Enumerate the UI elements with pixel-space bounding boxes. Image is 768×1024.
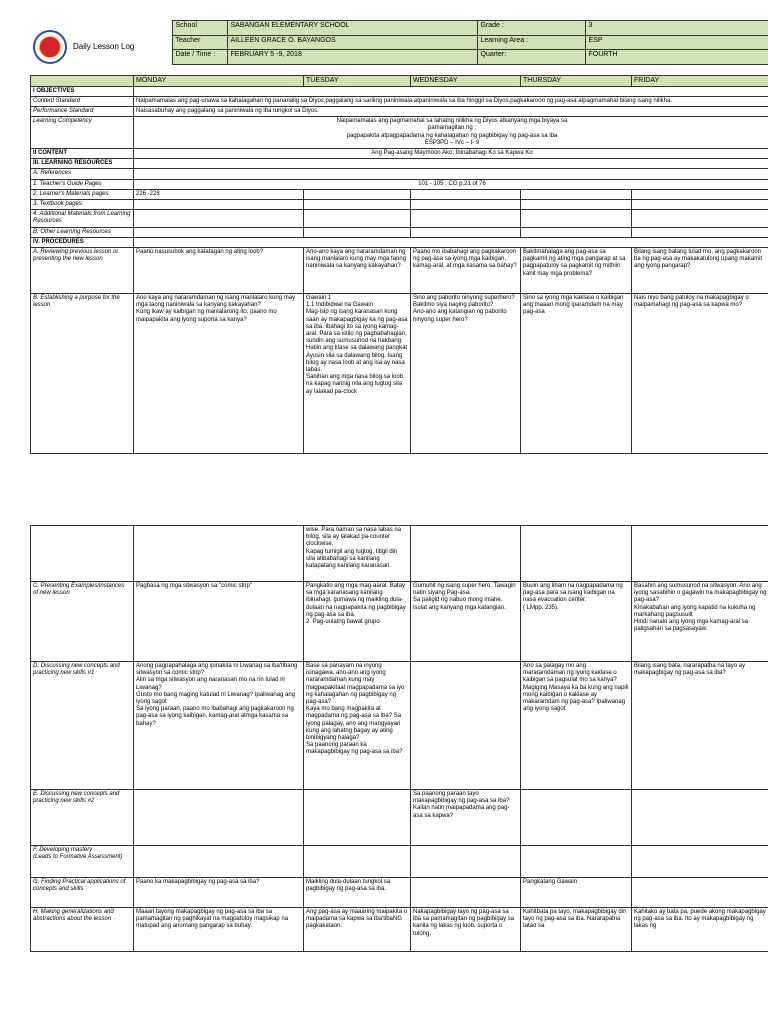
- cell-b-friday: Nais niyo bang patuloy na makapagbigay o maipamahagi ng pag-asa sa kapwa mo?: [632, 293, 768, 453]
- page-title: Daily Lesson Log: [70, 21, 172, 73]
- school-label: School: [172, 21, 227, 36]
- table-row: [31, 169, 768, 179]
- table-row: [31, 148, 768, 158]
- learning-competency: Naipamamalas ang pagmamahal sa lahatng nilikha ng Diyos atkanyang mga biyaya sa pamamagitan ng : pagpapakita atpagpapadama ng kahalagahan ng pagbibigay ng pag-asa sa iba ESP3PD – IVc – I- 9: [134, 117, 768, 149]
- section-objectives: I OBJECTIVES: [31, 86, 134, 96]
- table-row: [31, 106, 768, 116]
- cell-b-thursday: Sino sa iyong mga kaklase o kaibigan ang maaari mong iparamdam na may pag-asa: [521, 293, 632, 453]
- table-row: [31, 227, 768, 237]
- row-label: 4. Additional Materials from Learning Resources: [31, 210, 134, 227]
- table-row: [31, 878, 768, 908]
- lesson-log-header-table: [30, 20, 768, 73]
- row-label: Learning Competency: [31, 117, 134, 149]
- table-row: [31, 117, 768, 149]
- row-label: E. Discussing new concepts and practicing new skills #2: [31, 790, 134, 846]
- cell-c-monday: Pagbasa ng mga sitwasyon sa "comic strip": [134, 582, 304, 662]
- table-row: [31, 179, 768, 189]
- row-label: D. Discussing new concepts and practicing new skills #1: [31, 662, 134, 790]
- cell-a-tuesday: Ano-ano kaya ang nararamdaman ng isang manlalaro kung may mga taong naniniwala sa kanyang kakayahan?: [304, 247, 411, 293]
- table-row: [31, 526, 768, 582]
- cell-h-tuesday: Ang pag-asa ay maaaring maipakita o maipadama sa kapwa sa iba'tibaNG pagkakataon.: [304, 908, 411, 952]
- row-label: B. Other Learning Resources: [31, 227, 134, 237]
- cell-a-friday: Bilang isang batang tulad mo, ang pagkakaroon ba ng pag-asa ay makakatulong upang makamit ang iyong pangarap?: [632, 247, 768, 293]
- content-standard: Naipamamalas ang pag-unawa sa kahalagahan ng pananalig sa Diyos,paggalang sa sariling paniniwala atpaniniwala sa iba hinggil sa Diyos,pagkakaroon ng pag-asa atpagmamahal bilang isang nilikha.: [134, 96, 768, 106]
- table-row: [31, 189, 768, 199]
- lm-value: 226 -228: [134, 189, 304, 199]
- deped-seal-icon: [33, 30, 67, 64]
- table-row: [31, 210, 768, 227]
- cell-b-monday: Ano kaya ang nararamdaman ng isang manlalaro kung may mga taong naniniwala sa kanyang kakayahan? Kung ikaw ay kaibigan ng manlalarong ito, paano mo maipapakita ang iyong suporta sa kanya?: [134, 293, 304, 453]
- day-header: WEDNESDAY: [411, 75, 521, 86]
- performance-standard: Naisasabuhay ang paggalang sa paniniwala ng iba tungkol sa Diyos.: [134, 106, 768, 116]
- day-header: THURSDAY: [521, 75, 632, 86]
- row-label: F. Developing mastery (Leads to Formative Assessment): [31, 846, 134, 878]
- cell-h-wednesday: Nakapagbibigay tayo ng pag-asa sa iba sa pamamagitan ng pagbibigay sa kanila ng lakas ng loob, suporta o tulong.: [411, 908, 521, 952]
- tg-value: 101 - 105 , CG p.21 of 76: [134, 179, 768, 189]
- row-label: B. Establishing a purpose for the lesson: [31, 293, 134, 453]
- date-value: FEBRUARY 5 -9, 2018: [227, 50, 477, 65]
- cell-d-thursday: Ano sa palagay mo ang mararamdaman ng iyong kaklase o kaibigan sa pagsulat mo sa kanya? Magiging Masaya ka ba kung ang napili mong kaibigan o kaklase ay makaramdam ng pag-asa? Ipaliwanag ang iyong sagot: [521, 662, 632, 790]
- row-label: Performance Standard: [31, 106, 134, 116]
- table-row: [31, 908, 768, 952]
- cell-g-monday: Paano ka makapagbibigay ng pag-asa sa iba?: [134, 878, 304, 908]
- table-row: [31, 293, 768, 453]
- section-procedures: IV. PROCEDURES: [31, 237, 134, 247]
- lesson-log-page-2: [30, 525, 768, 952]
- cell-a-thursday: Bakitmahalaga ang pag-asa sa pagkamit ng ating mga pangarap at sa pagpapatuloy sa pagkamit ng mithiin kahit may mga problema?: [521, 247, 632, 293]
- row-label: 3. Textbook pages: [31, 199, 134, 209]
- cell-c-friday: Basahin ang sumusunod na sitwasyon. Ano ang iyong sasabihin o gagawin na makapagbibigay ng pag-asa? Kinakabahan ang iyong kapatid na kukuha ng markahang pagsusulit Hindi nanalo ang iyong mga kamag-aral sa paligsahan sa pagsasayaw.: [632, 582, 768, 662]
- cell-a-wednesday: Paano mo ibabahagi ang pagkakaroon ng pag-asa sa iyong mga kaibigan, kamag-aral, at mga kasama sa bahay?: [411, 247, 521, 293]
- table-row: [31, 86, 768, 96]
- table-row: [31, 96, 768, 106]
- content-value: Ang Pag-asang Maymoon Ako, Ibinabahagi Ko sa Kapwa Ko: [134, 148, 768, 158]
- row-label: 1. Teacher's Guide Pages: [31, 179, 134, 189]
- table-row: [31, 237, 768, 247]
- cell-g-thursday: Pangkatang Gawain: [521, 878, 632, 908]
- learning-area-label: Learning Area :: [477, 35, 585, 50]
- table-row: [31, 199, 768, 209]
- grade-label: Grade :: [477, 21, 585, 36]
- row-label: H. Making generalizations and abstractions about the lesson: [31, 908, 134, 952]
- cell-h-friday: Kahitako ay bata pa, puede akong makapagbigay ng pag-asa sa iba. Ito ay makapagbibigay ng lakas ng: [632, 908, 768, 952]
- school-value: SABANGAN ELEMENTARY SCHOOL: [227, 21, 477, 36]
- cell-c-wednesday: Gumuhit ng isang super hero. Tawagin natin siyang Pag-asa. Sa paligid ng nabuo mong imahe, isulat ang kanyang mga katangian.: [411, 582, 521, 662]
- day-header: FRIDAY: [632, 75, 768, 86]
- lesson-log-table-1: [30, 75, 768, 454]
- table-row: [31, 662, 768, 790]
- row-label: 2. Learner's Materials pages: [31, 189, 134, 199]
- day-header-row: [31, 75, 768, 86]
- cell-b-tuesday: Gawain 1 1.1 Indibidwal na Gawain Mag-isip ng isang karanasan kung saan ay makapagbigay ka ng pag-asa sa iba. Ibahagi ito sa iyong kamag-aral. Para sa istilo ng pagbabahagian, sundin ang sumusunod na hakbang: Hatiin ang klase sa dalawang pangkat Ayusin sila sa dalawang bilog. Isang bilog ay nasa loob at ang isa ay nasa labas. Sabihan ang mga nasa bilog sa loob na kapag narinig nila ang tugtog sila ay lalakad pa-clock: [304, 293, 411, 453]
- teacher-label: Teacher: [172, 35, 227, 50]
- cell-b-wednesday: Sino ang paborito ninyong superhero? Bakitmo siya naging paborito? Ano-ano ang katangian ng paborito ninyong super hero?: [411, 293, 521, 453]
- table-row: [31, 582, 768, 662]
- quarter-value: FOURTH: [585, 50, 768, 65]
- logo-cell: [30, 21, 70, 73]
- table-row: [31, 159, 768, 169]
- cell-c-tuesday: Pangkatin ang mga mag-aaral. Batay sa mga karanasang kanilang ibinahagi, gumawa ng maikling dula-dulaan na nagpapakita ng pagbibigay ng pag-asa sa iba. 2. Pag-uulatng bawat grupo: [304, 582, 411, 662]
- cell-g-tuesday: Maikling dula-dulaan tungkol sa pagbibigay ng pag-asa sa iba.: [304, 878, 411, 908]
- cell-h-monday: Maaari tayong makapagbigay ng pag-asa sa iba sa pamamagitan ng paghikayat na magpatuloy magsikap na matupad ang anumang pangarap sa buhay.: [134, 908, 304, 952]
- row-label: Content Standard: [31, 96, 134, 106]
- table-row: [31, 790, 768, 846]
- cell-c-thursday: Buuin ang liham na nagpapadama ng pag-asa para sa isang kaibigan na nasa evacuation center. ( LMpp. 235).: [521, 582, 632, 662]
- day-header: TUESDAY: [304, 75, 411, 86]
- cell-b-tuesday-continued: wise. Para naman sa nasa labas na bilog, sila ay lalakad pa-counter clockwise. Kapag tumigil ang tugtog, titigil din sila atibabahagi sa kanilang katapatang kanilang karanasan.: [304, 526, 411, 582]
- learning-area-value: ESP: [585, 35, 768, 50]
- table-row: [31, 247, 768, 293]
- section-resources: III. LEARNING RESOURCES: [31, 159, 134, 169]
- table-row: [31, 846, 768, 878]
- lesson-log-page-1: [30, 20, 768, 454]
- lesson-log-table-2: [30, 525, 768, 952]
- row-label: C. Presenting Examples/instances of new lesson: [31, 582, 134, 662]
- day-header: MONDAY: [134, 75, 304, 86]
- date-label: Date / Time :: [172, 50, 227, 65]
- row-label: G. Finding Practical applications of concepts and skills: [31, 878, 134, 908]
- row-label: A. Reviewing previous lesson or presenting the new lesson: [31, 247, 134, 293]
- cell-d-monday: Anong pagpapahalaga ang ipinakita ni Liwanag sa iba'tibang sitwasyon sa comic strip? Alin sa mga sitwasyon ang naranasan mo na rin tulad ni Liwanag? Gusto mo bang maging katulad ni Liwanag? Ipaliwanag ang iyong sagot Sa iyong paraan, paano mo ibabahagi ang pagkakaroon ng pag-asa sa iyong kaibigan, kamag-aral atmga kasama sa bahay?: [134, 662, 304, 790]
- cell-d-tuesday: Base sa panayam na inyong isinagawa, ano-ano ang iyong nararamdaman kung may magpapakitaat magpapadama sa iyo ng kahalagahan ng pagbibigay ng pag-asa? Kaya mo bang magpakita at magpadama ng pag-asa sa iba? Sa iyong palagay, ano ang mangyayari kung ang lahatng bagay ay ating binibigyang halaga? Sa paanong paraan ka makapagbibigay ng pag-asa sa iba?: [304, 662, 411, 790]
- cell-h-thursday: Kahitbata pa tayo, makapagbibigay din tayo ng pag-asa sa iba. Nararapatna tatao sa: [521, 908, 632, 952]
- teacher-value: AILLEEN GRACE O. BAYANGOS: [227, 35, 477, 50]
- grade-value: 3: [585, 21, 768, 36]
- section-content: II CONTENT: [31, 148, 134, 158]
- quarter-label: Quarter:: [477, 50, 585, 65]
- cell-d-friday: Bilang isang bata, nararapatba na tayo ay makapagbigay ng pag-asa sa iba?: [632, 662, 768, 790]
- cell-e-wednesday: Sa paanong paraan tayo makapagbibigay ng pag-asa sa iba? Kailan natin maipapadama ang pag-asa sa kapwa?: [411, 790, 521, 846]
- row-label: A. References: [31, 169, 134, 179]
- cell-a-monday: Paano nasusubok ang katatagan ng ating loob?: [134, 247, 304, 293]
